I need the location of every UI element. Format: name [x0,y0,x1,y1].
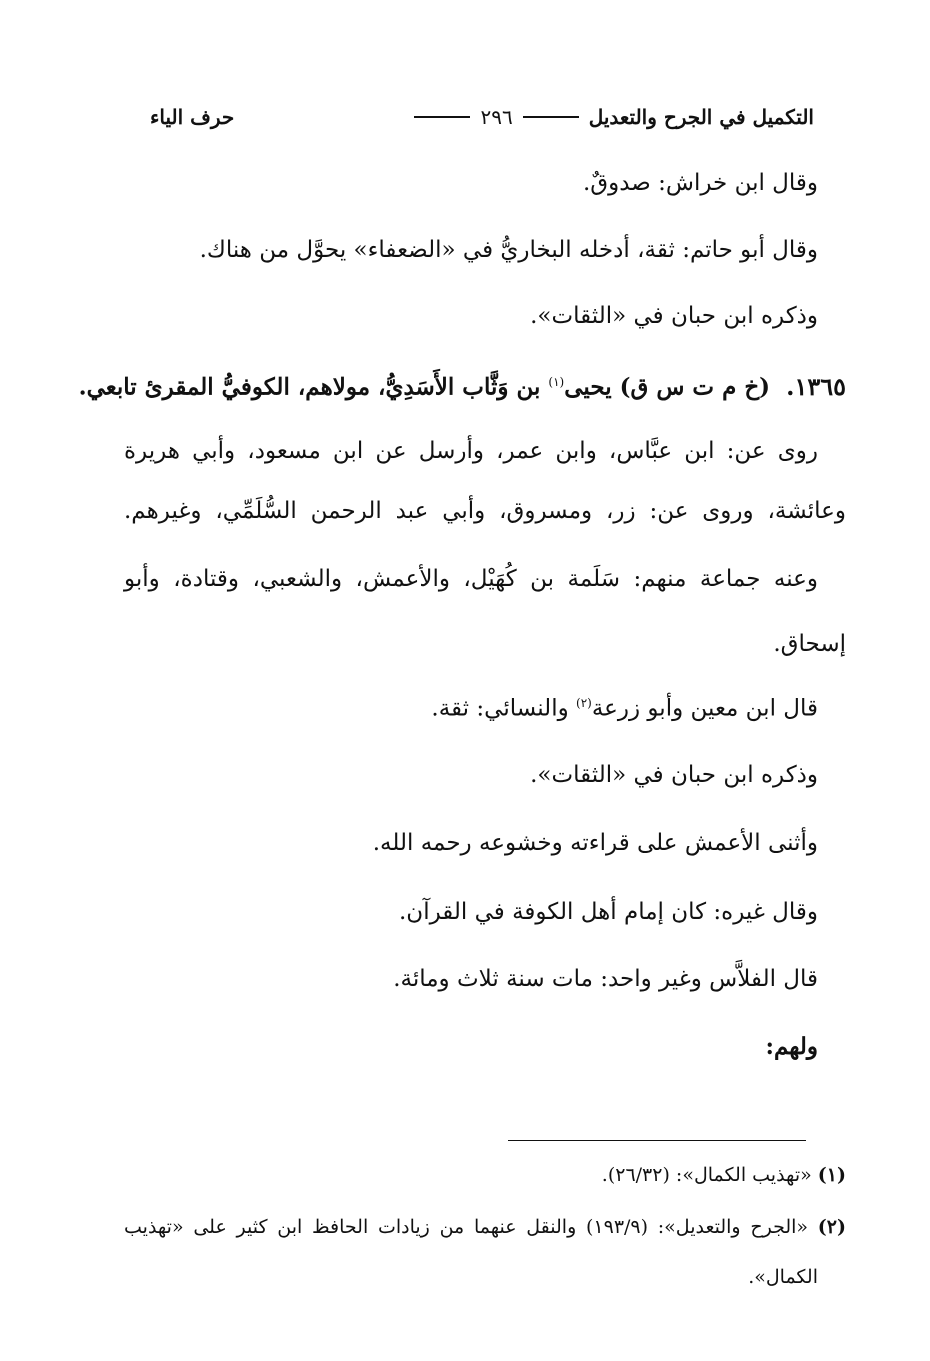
body-line: إسحاق. [773,631,846,657]
body-line: وذكره ابن حبان في «الثقات». [530,762,818,788]
section-title: حرف الياء [150,105,235,129]
footnote-mark: (٢) [817,1216,846,1238]
body-line: روى عن: ابن عبَّاس، وابن عمر، وأرسل عن ابن مسعود، وأبي هريرة [124,438,818,464]
footnote-2-continued: الكمال». [748,1266,818,1288]
header-dash [414,116,470,118]
footnote-ref: (١) [548,375,565,389]
footnote-mark: (١) [817,1164,846,1186]
body-line: وقال ابن خراش: صدوقٌ. [582,170,818,196]
body-text: والنسائي: ثقة. [431,695,576,722]
body-line: وأثنى الأعمش على قراءته وخشوعه رحمه الله. [372,830,818,856]
body-line: ولهم: [765,1033,818,1060]
book-title: التكميل في الجرح والتعديل [588,105,814,129]
entry-number: ١٣٦٥. [786,371,846,401]
footnote-separator [508,1140,806,1141]
header-dash [523,116,579,118]
footnote-1 [602,1160,846,1190]
entry-heading [79,364,846,406]
footnote-text: «الجرح والتعديل»: (١٩٣/٩) والنقل عنهما من زيادات الحافظ ابن كثير على «تهذيب [124,1216,818,1238]
body-line: وقال أبو حاتم: ثقة، أدخله البخاريُّ في «الضعفاء» يحوَّل من هناك. [199,237,818,263]
page-number: ٢٩٦ [480,105,513,129]
body-line: وعائشة، وروى عن: زر، ومسروق، وأبي عبد الرحمن السُّلَمِّي، وغيرهم. [124,498,846,524]
footnote-text: «تهذيب الكمال»: (٢٦/٣٢). [601,1164,818,1186]
body-text: قال ابن معين وأبو زرعة [591,695,818,722]
footnote-ref: (٢) [576,696,592,710]
body-line [431,686,818,726]
body-line: وعنه جماعة منهم: سَلَمة بن كُهَيْل، والأعمش، والشعبي، وقتادة، وأبو [124,566,818,592]
entry-title-a: (خ م ت س ق) يحيى [564,373,771,401]
body-line: وذكره ابن حبان في «الثقات». [530,303,818,329]
body-line: وقال غيره: كان إمام أهل الكوفة في القرآن. [399,899,818,925]
entry-title-b: بن وَثَّاب الأَسَدِيُّ، مولاهم، الكوفيُّ المقرئ تابعي. [78,373,549,401]
running-header [150,100,814,134]
body-line: قال الفلاَّس وغير واحد: مات سنة ثلاث ومائة. [393,966,818,992]
footnote-2 [124,1212,846,1242]
